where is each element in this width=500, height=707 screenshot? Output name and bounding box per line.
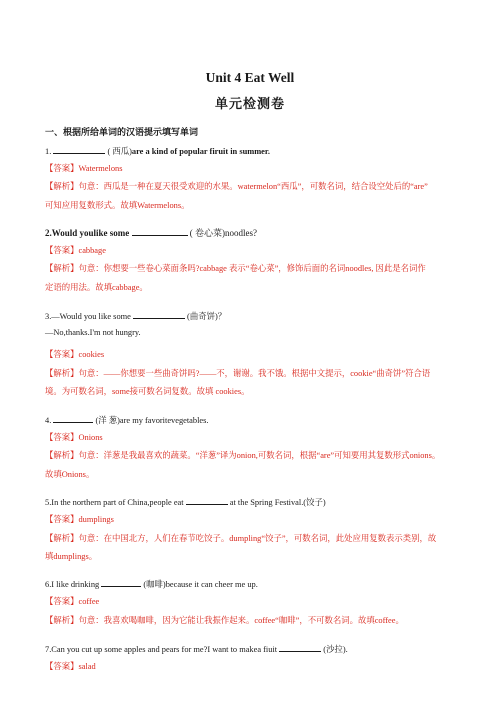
question-4: 4. (洋 葱)are my favoritevegetables. <box>45 416 209 425</box>
answer-5: 【答案】dumplings <box>45 515 114 524</box>
analysis-1-line-2: 可知应用复数形式。故填Watermelons。 <box>45 201 190 210</box>
answer-7: 【答案】salad <box>45 662 96 671</box>
analysis-5-line-2: 填dumplings。 <box>45 552 98 561</box>
answer-blank[interactable] <box>186 496 228 505</box>
question-2: 2.Would youlike some ( 卷心菜)noodles? <box>45 228 258 238</box>
analysis-2-line-2: 定语的用法。故填cabbage。 <box>45 283 148 292</box>
answer-blank[interactable] <box>101 578 141 587</box>
answer-6: 【答案】coffee <box>45 597 100 606</box>
question-3-reply: —No,thanks.I'm not hungry. <box>45 328 141 337</box>
answer-4: 【答案】Onions <box>45 433 103 442</box>
question-3: 3.—Would you like some (曲奇饼)？ <box>45 312 227 321</box>
analysis-3-line-1: 【解析】句意：——你想要一些曲奇饼吗?——不，谢谢。我不饿。根据中文提示，cookie“曲奇饼”符合语 <box>45 369 431 378</box>
analysis-5-line-1: 【解析】句意：在中国北方，人们在春节吃饺子。dumpling“饺子”，可数名词，此处应用复数表示类别，故 <box>45 534 437 543</box>
answer-2: 【答案】cabbage <box>45 246 106 255</box>
question-6: 6.I like drinking (咖啡)because it can cheer me up. <box>45 580 258 589</box>
question-7: 7.Can you cut up some apples and pears for me?I want to makea fiuit (沙拉). <box>45 645 348 654</box>
analysis-6-line-1: 【解析】句意：我喜欢喝咖啡，因为它能让我振作起来。coffee“咖啡”，不可数名词。故填coffee。 <box>45 616 404 625</box>
analysis-4-line-2: 故填Onions。 <box>45 470 95 479</box>
analysis-3-line-2: 境。为可数名词，some接可数名词复数。故填 cookies。 <box>45 387 250 396</box>
answer-blank[interactable] <box>53 414 93 423</box>
answer-1: 【答案】Watermelons <box>45 164 123 173</box>
answer-3: 【答案】cookies <box>45 350 105 359</box>
question-1: 1. ( 西瓜)are a kind of popular firuit in summer. <box>45 147 270 156</box>
answer-blank[interactable] <box>133 310 185 319</box>
analysis-1-line-1: 【解析】句意：西瓜是一种在夏天很受欢迎的水果。watermelon“西瓜”，可数名词，结合设空处后的“are” <box>45 182 428 191</box>
section-heading: 一、根据所给单词的汉语提示填写单词 <box>45 127 199 137</box>
analysis-2-line-1: 【解析】句意：你想要一些卷心菜面条吗?cabbage 表示“卷心菜”，修饰后面的名词noodles, 因此是名词作 <box>45 264 426 273</box>
analysis-4-line-1: 【解析】句意：洋葱是我最喜欢的蔬菜。“洋葱”译为onion,可数名词，根据“are”可知要用其复数形式onions。 <box>45 451 441 460</box>
page-title: Unit 4 Eat Well <box>205 70 295 85</box>
answer-blank[interactable] <box>279 643 321 652</box>
question-5: 5.In the northern part of China,people eat at the Spring Festival.(饺子) <box>45 498 326 507</box>
answer-blank[interactable] <box>53 145 105 154</box>
page-subtitle: 单元检测卷 <box>214 96 285 111</box>
answer-blank[interactable] <box>132 227 188 236</box>
